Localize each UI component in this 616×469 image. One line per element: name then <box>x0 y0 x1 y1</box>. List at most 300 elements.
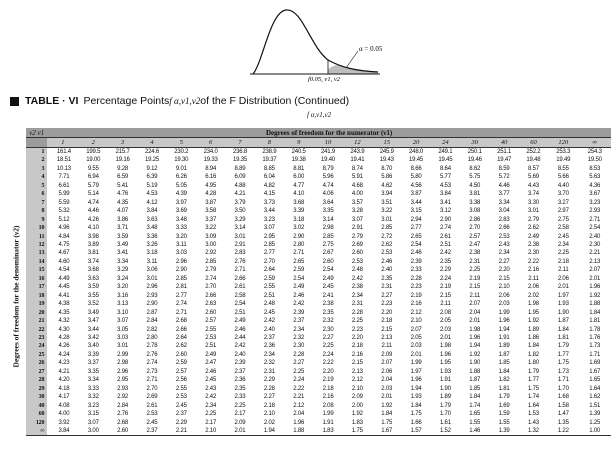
table-cell: 2.84 <box>146 318 158 325</box>
table-cell: 1.86 <box>527 334 539 341</box>
table-cell: 2.01 <box>469 318 481 325</box>
table-cell: 2.64 <box>175 334 187 341</box>
row-label: 27 <box>26 368 47 376</box>
table-cell: 3.97 <box>175 199 187 206</box>
table-cell: 2.66 <box>175 326 187 333</box>
table-cell: 4.17 <box>58 394 70 401</box>
table-cell: 2.92 <box>117 394 129 401</box>
table-cell: 2.32 <box>263 360 275 367</box>
row-label: 6 <box>26 190 47 198</box>
table-cell: 2.70 <box>146 385 158 392</box>
table-cell: 2.74 <box>205 275 217 282</box>
table-cell: 2.01 <box>410 351 422 358</box>
table-cell: 1.90 <box>439 385 451 392</box>
table-cell: 2.09 <box>351 394 363 401</box>
row-label: 22 <box>26 326 47 334</box>
table-cell: 2.31 <box>351 301 363 308</box>
table-cell: 2.59 <box>263 275 275 282</box>
table-cell: 2.34 <box>293 326 305 333</box>
table-cell: 2.27 <box>263 394 275 401</box>
table-cell: 2.24 <box>322 351 334 358</box>
table-cell: 2.99 <box>117 351 129 358</box>
table-cell: 1.94 <box>498 326 510 333</box>
table-cell: 2.60 <box>175 351 187 358</box>
table-cell: 1.91 <box>439 377 451 384</box>
table-cell: 2.20 <box>381 309 393 316</box>
table-cell: 2.19 <box>410 292 422 299</box>
table-cell: 249.1 <box>438 149 453 155</box>
table-cell: 2.23 <box>410 284 422 291</box>
table-cell: 2.25 <box>234 402 246 409</box>
table-cell: 2.42 <box>351 275 363 282</box>
table-cell: 1.58 <box>557 402 569 409</box>
row-label: 28 <box>26 376 47 384</box>
table-cell: 4.56 <box>410 182 422 189</box>
table-cell: 2.53 <box>351 258 363 265</box>
table-cell: 4.60 <box>58 258 70 265</box>
table-cell: 4.12 <box>146 199 158 206</box>
table-cell: 199.5 <box>86 149 101 155</box>
row-label: 5 <box>26 182 47 190</box>
table-cell: 6.04 <box>263 174 275 181</box>
table-cell: 3.23 <box>87 402 99 409</box>
table-cell: 1.77 <box>557 351 569 358</box>
table-cell: 2.85 <box>263 241 275 248</box>
table-cell: 8.57 <box>527 165 539 172</box>
table-row <box>26 275 611 283</box>
table-cell: 2.15 <box>439 292 451 299</box>
table-cell: 3.29 <box>234 216 246 223</box>
table-cell: 3.04 <box>498 208 510 215</box>
table-cell: 1.77 <box>527 377 539 384</box>
table-cell: 19.38 <box>291 157 306 164</box>
table-cell: 3.84 <box>439 191 451 198</box>
table-cell: 2.11 <box>440 301 451 308</box>
table-cell: 2.06 <box>527 284 539 291</box>
table-cell: 3.40 <box>87 343 99 350</box>
row-label: 120 <box>26 419 47 427</box>
table-cell: 3.30 <box>527 199 539 206</box>
table-cell: 2.61 <box>439 233 451 240</box>
table-cell: 3.23 <box>589 199 601 206</box>
table-cell: 2.37 <box>293 318 305 325</box>
table-cell: 4.32 <box>58 318 70 325</box>
table-cell: 3.01 <box>527 208 539 215</box>
table-cell: 2.34 <box>263 351 275 358</box>
table-cell: 1.95 <box>439 360 451 367</box>
table-cell: 1.75 <box>351 427 363 434</box>
table-cell: 8.94 <box>205 165 217 172</box>
table-cell: 3.59 <box>87 284 99 291</box>
table-cell: 2.54 <box>589 225 601 232</box>
table-cell: 2.29 <box>263 377 275 384</box>
table-cell: 2.71 <box>234 267 246 274</box>
table-cell: 5.59 <box>58 199 70 206</box>
table-cell: 3.00 <box>205 241 217 248</box>
row-label: 10 <box>26 224 47 232</box>
table-cell: 2.39 <box>234 360 246 367</box>
table-cell: 2.22 <box>322 360 334 367</box>
table-cell: 19.49 <box>556 157 571 164</box>
column-header: 3 <box>108 138 137 148</box>
row-label: 17 <box>26 283 47 291</box>
table-cell: 2.47 <box>469 241 481 248</box>
table-cell: 1.85 <box>469 385 481 392</box>
table-cell: 4.21 <box>58 368 70 375</box>
table-cell: 248.0 <box>409 149 424 155</box>
table-cell: 1.97 <box>410 368 422 375</box>
table-cell: 3.70 <box>557 191 569 198</box>
row-label: 3 <box>26 165 47 173</box>
table-cell: 1.94 <box>263 427 275 434</box>
table-cell: 3.37 <box>87 360 99 367</box>
table-row <box>26 292 611 300</box>
table-cell: 2.08 <box>439 309 451 316</box>
table-cell: 2.66 <box>205 292 217 299</box>
table-cell: 1.79 <box>439 402 451 409</box>
table-cell: 1.57 <box>410 427 422 434</box>
table-cell: 6.39 <box>146 174 158 181</box>
table-cell: 1.35 <box>557 419 569 426</box>
table-cell: 2.18 <box>263 402 275 409</box>
table-cell: 3.64 <box>322 199 334 206</box>
table-cell: 2.45 <box>557 233 569 240</box>
table-cell: 252.2 <box>526 149 541 155</box>
table-cell: 3.05 <box>117 326 129 333</box>
table-cell: 3.86 <box>117 216 129 223</box>
table-cell: 3.42 <box>87 334 99 341</box>
table-cell: 9.12 <box>146 165 158 172</box>
table-cell: 2.62 <box>527 225 539 232</box>
table-cell: 3.11 <box>146 258 158 265</box>
table-cell: 2.49 <box>322 275 334 282</box>
table-cell: 1.53 <box>527 411 539 418</box>
table-cell: 2.35 <box>234 385 246 392</box>
table-cell: 2.96 <box>117 368 129 375</box>
table-cell: 2.49 <box>205 351 217 358</box>
row-label: 24 <box>26 342 47 350</box>
table-cell: 19.25 <box>144 157 159 164</box>
row-label: 7 <box>26 199 47 207</box>
table-cell: 251.1 <box>497 149 512 155</box>
table-row <box>26 376 611 384</box>
table-cell: 4.24 <box>58 351 70 358</box>
table-cell: 2.43 <box>205 385 217 392</box>
table-cell: 3.63 <box>87 275 99 282</box>
table-cell: 2.96 <box>175 258 187 265</box>
table-cell: 2.49 <box>527 233 539 240</box>
column-header: 4 <box>137 138 166 148</box>
table-cell: 2.55 <box>175 385 187 392</box>
table-cell: 2.94 <box>410 216 422 223</box>
table-cell: 215.7 <box>115 149 130 155</box>
table-cell: 5.79 <box>87 182 99 189</box>
table-cell: 1.99 <box>410 360 422 367</box>
table-cell: 4.18 <box>58 385 70 392</box>
table-cell: 4.76 <box>117 191 129 198</box>
table-cell: 1.82 <box>527 351 539 358</box>
table-cell: 4.20 <box>58 377 70 384</box>
table-cell: 19.48 <box>526 157 541 164</box>
table-cell: 3.47 <box>87 318 99 325</box>
table-cell: 3.27 <box>557 199 569 206</box>
table-cell: 4.77 <box>293 182 305 189</box>
table-cell: 2.48 <box>351 267 363 274</box>
table-cell: 2.80 <box>293 241 305 248</box>
table-cell: 2.35 <box>439 258 451 265</box>
table-cell: 3.07 <box>351 216 363 223</box>
table-cell: 2.20 <box>498 267 510 274</box>
table-cell: 1.81 <box>557 334 569 341</box>
table-cell: 2.45 <box>205 377 217 384</box>
row-label: 23 <box>26 334 47 342</box>
table-cell: 4.35 <box>58 309 70 316</box>
table-cell: 2.48 <box>263 301 275 308</box>
table-cell: 1.96 <box>589 284 601 291</box>
table-cell: 8.89 <box>234 165 246 172</box>
table-cell: 3.36 <box>146 233 158 240</box>
table-cell: 2.01 <box>234 427 246 434</box>
table-cell: 2.54 <box>322 267 334 274</box>
table-cell: 4.46 <box>87 208 99 215</box>
table-cell: 6.16 <box>205 174 217 181</box>
table-cell: 1.64 <box>527 402 539 409</box>
table-cell: 1.52 <box>439 427 451 434</box>
table-cell: 1.73 <box>557 368 569 375</box>
table-cell: 3.34 <box>87 377 99 384</box>
table-cell: 2.84 <box>117 402 129 409</box>
table-cell: 3.35 <box>322 208 334 215</box>
table-cell: 2.54 <box>293 275 305 282</box>
table-cell: 3.26 <box>146 241 158 248</box>
table-cell: 3.87 <box>410 191 422 198</box>
table-cell: 8.62 <box>469 165 481 172</box>
table-row <box>26 165 611 173</box>
table-cell: 8.53 <box>589 165 601 172</box>
table-cell: 3.57 <box>351 199 363 206</box>
table-cell: 6.94 <box>87 174 99 181</box>
table-cell: 3.41 <box>439 199 451 206</box>
table-body <box>26 148 611 436</box>
table-cell: 2.12 <box>351 377 363 384</box>
table-cell: 2.37 <box>175 411 187 418</box>
table-cell: 2.71 <box>589 216 601 223</box>
table-cell: 8.74 <box>351 165 363 172</box>
table-row <box>26 182 611 190</box>
table-cell: 19.47 <box>497 157 512 164</box>
table-cell: 2.20 <box>351 334 363 341</box>
table-cell: 2.21 <box>293 394 305 401</box>
table-cell: 2.40 <box>234 351 246 358</box>
table-cell: 253.3 <box>556 149 571 155</box>
table-cell: 3.12 <box>439 208 451 215</box>
table-cell: 2.51 <box>263 292 275 299</box>
table-cell: 3.13 <box>117 301 129 308</box>
table-cell: 2.54 <box>410 241 422 248</box>
table-cell: 3.22 <box>205 225 217 232</box>
table-cell: 4.30 <box>58 326 70 333</box>
table-cell: 3.69 <box>175 208 187 215</box>
table-cell: 4.26 <box>58 343 70 350</box>
table-cell: 2.38 <box>527 241 539 248</box>
table-cell: 2.11 <box>528 275 539 282</box>
table-cell: 2.53 <box>205 334 217 341</box>
table-cell: 1.87 <box>498 351 510 358</box>
table-cell: 3.39 <box>293 208 305 215</box>
table-cell: 2.85 <box>205 258 217 265</box>
table-cell: 2.16 <box>351 351 363 358</box>
table-cell: 2.75 <box>322 241 334 248</box>
table-row <box>26 156 611 164</box>
table-cell: 4.40 <box>557 182 569 189</box>
table-cell: 2.81 <box>175 284 187 291</box>
table-cell: 2.06 <box>557 275 569 282</box>
table-cell: 5.80 <box>410 174 422 181</box>
table-cell: 4.84 <box>58 233 70 240</box>
table-cell: 2.04 <box>293 411 305 418</box>
table-cell: 2.42 <box>263 318 275 325</box>
table-cell: 8.81 <box>293 165 305 172</box>
table-cell: 2.58 <box>234 292 246 299</box>
table-cell: 2.51 <box>205 343 217 350</box>
f-table-container <box>26 128 611 436</box>
table-cell: 4.07 <box>117 208 129 215</box>
table-cell: 4.54 <box>58 267 70 274</box>
column-header: 1 <box>47 138 78 148</box>
table-cell: 1.91 <box>322 419 334 426</box>
table-label: TABLE · VI <box>25 95 79 107</box>
table-cell: 1.47 <box>557 411 569 418</box>
table-cell: 2.70 <box>205 284 217 291</box>
table-cell: 19.35 <box>232 157 247 164</box>
row-label: 14 <box>26 258 47 266</box>
table-cell: 1.89 <box>498 343 510 350</box>
table-cell: 1.98 <box>527 301 539 308</box>
table-cell: 2.25 <box>469 267 481 274</box>
table-cell: 234.0 <box>203 149 218 155</box>
table-cell: 241.9 <box>321 149 336 155</box>
table-cell: 1.62 <box>589 394 601 401</box>
table-cell: 5.12 <box>58 216 70 223</box>
table-cell: 2.65 <box>293 258 305 265</box>
row-label: 40 <box>26 402 47 410</box>
column-header: ∞ <box>578 138 611 148</box>
table-cell: 3.77 <box>498 191 510 198</box>
table-cell: 2.12 <box>410 309 422 316</box>
table-cell: 3.07 <box>87 419 99 426</box>
table-cell: 1.00 <box>589 427 601 434</box>
table-cell: 2.17 <box>205 419 217 426</box>
table-cell: 1.94 <box>469 343 481 350</box>
table-cell: 3.41 <box>117 250 129 257</box>
table-cell: 3.38 <box>469 199 481 206</box>
table-cell: 19.37 <box>262 157 277 164</box>
table-cell: 3.63 <box>146 216 158 223</box>
table-row <box>26 309 611 317</box>
table-cell: 2.54 <box>234 301 246 308</box>
table-row <box>26 410 611 418</box>
table-cell: 3.81 <box>469 191 481 198</box>
table-cell: 2.10 <box>410 318 422 325</box>
table-cell: 2.25 <box>205 411 217 418</box>
table-cell: 6.00 <box>293 174 305 181</box>
table-cell: 2.28 <box>263 385 275 392</box>
table-cell: 2.42 <box>234 343 246 350</box>
table-row <box>26 419 611 427</box>
table-cell: 2.71 <box>146 377 158 384</box>
table-cell: 2.80 <box>146 334 158 341</box>
table-cell: 19.16 <box>115 157 130 164</box>
table-cell: 2.45 <box>322 284 334 291</box>
table-cell: 2.64 <box>263 267 275 274</box>
row-label: 9 <box>26 216 47 224</box>
table-cell: 3.18 <box>293 216 305 223</box>
table-cell: 3.03 <box>175 250 187 257</box>
table-cell: 3.94 <box>381 191 393 198</box>
table-cell: 240.5 <box>291 149 306 155</box>
table-cell: 2.93 <box>589 208 601 215</box>
table-cell: 5.05 <box>175 182 187 189</box>
table-cell: 3.01 <box>234 233 246 240</box>
row-label: 21 <box>26 317 47 325</box>
table-cell: 4.35 <box>117 199 129 206</box>
table-cell: 2.01 <box>439 334 451 341</box>
table-cell: 2.04 <box>469 309 481 316</box>
table-cell: 2.86 <box>469 216 481 223</box>
table-cell: 1.85 <box>498 360 510 367</box>
table-cell: 5.86 <box>381 174 393 181</box>
table-cell: 3.08 <box>469 208 481 215</box>
table-cell: 250.1 <box>467 149 482 155</box>
table-cell: 2.29 <box>439 267 451 274</box>
table-cell: 1.67 <box>589 368 601 375</box>
table-cell: 2.46 <box>293 292 305 299</box>
table-cell: 4.43 <box>527 182 539 189</box>
table-cell: 1.90 <box>469 360 481 367</box>
table-cell: 3.44 <box>263 208 275 215</box>
table-cell: 2.18 <box>351 343 363 350</box>
table-cell: 2.13 <box>381 334 393 341</box>
table-cell: 2.93 <box>146 292 158 299</box>
table-cell: 3.06 <box>146 267 158 274</box>
table-cell: 1.80 <box>527 360 539 367</box>
table-cell: 2.75 <box>557 216 569 223</box>
table-cell: 4.10 <box>87 225 99 232</box>
table-cell: 3.48 <box>175 216 187 223</box>
table-cell: 19.43 <box>379 157 394 164</box>
table-cell: 2.85 <box>381 225 393 232</box>
table-cell: 1.98 <box>469 326 481 333</box>
table-cell: 5.66 <box>557 174 569 181</box>
table-cell: 4.28 <box>205 191 217 198</box>
row-label: 60 <box>26 410 47 418</box>
table-cell: 2.59 <box>293 267 305 274</box>
table-cell: 2.06 <box>381 368 393 375</box>
table-row <box>26 342 611 350</box>
table-cell: 2.25 <box>322 343 334 350</box>
alpha-leader-line <box>346 51 358 68</box>
table-cell: 2.27 <box>381 292 393 299</box>
table-cell: 4.21 <box>234 191 246 198</box>
table-cell: 3.58 <box>205 208 217 215</box>
table-cell: 2.34 <box>498 250 510 257</box>
table-cell: 2.16 <box>527 267 539 274</box>
table-cell: 2.45 <box>146 419 158 426</box>
table-cell: 3.20 <box>117 284 129 291</box>
table-cell: 1.68 <box>557 394 569 401</box>
table-cell: 2.20 <box>322 368 334 375</box>
table-cell: 1.96 <box>293 419 305 426</box>
